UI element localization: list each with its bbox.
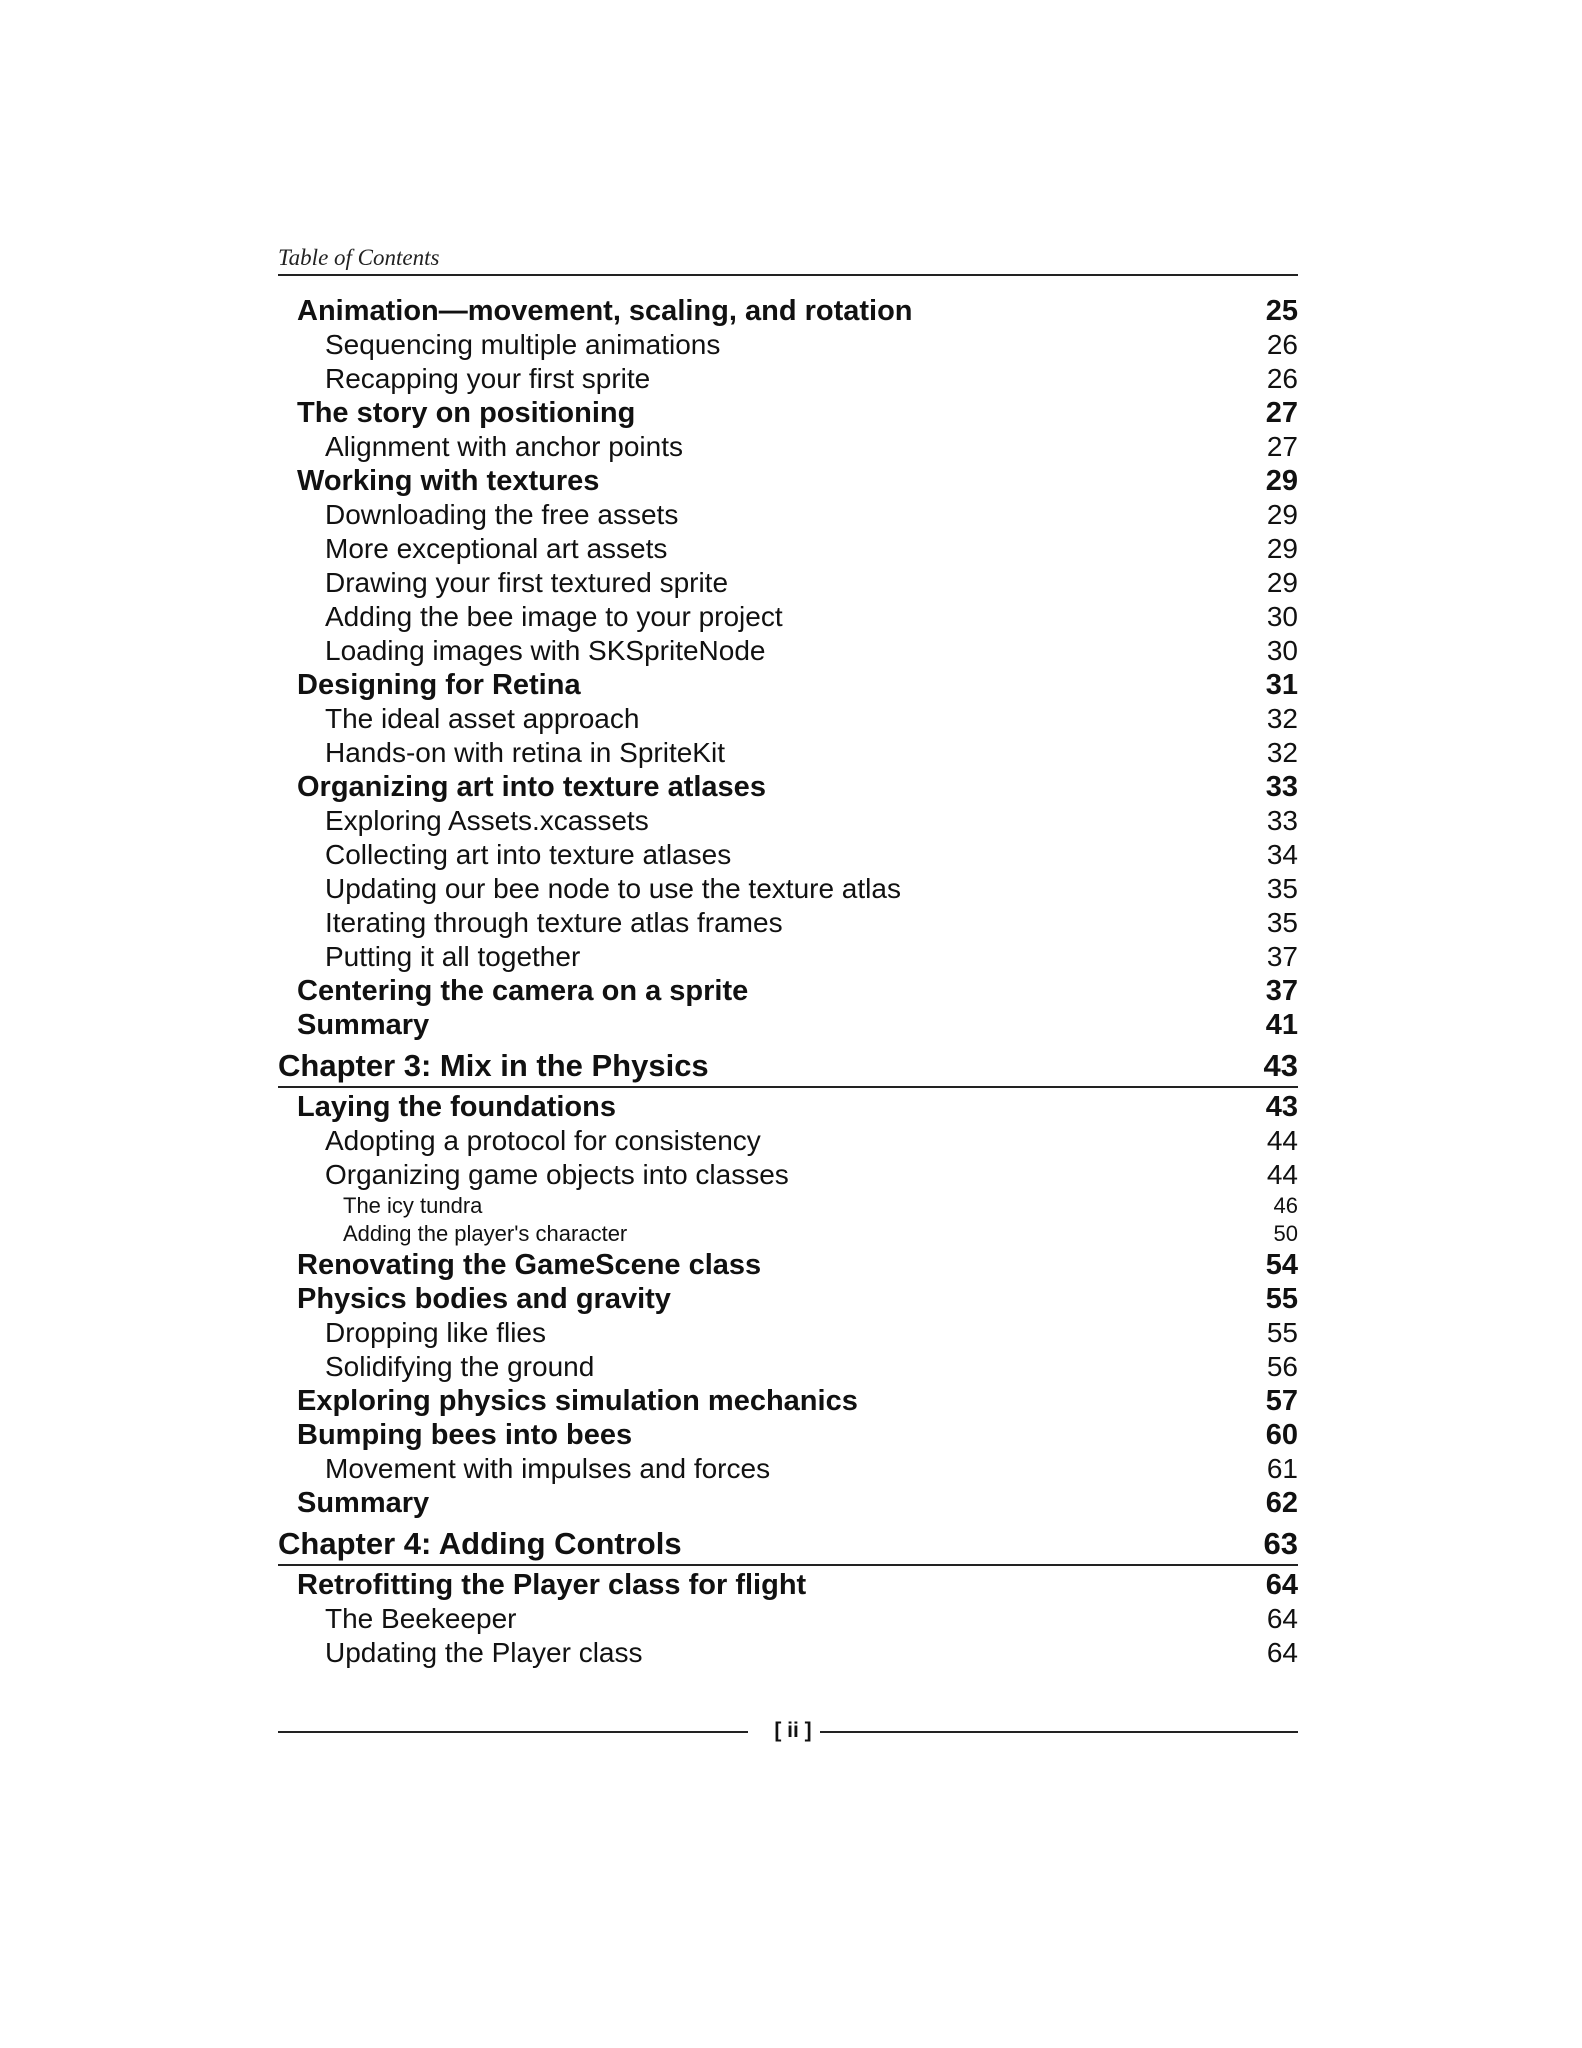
toc-entry-page: 55 (1265, 1283, 1298, 1315)
toc-entry (278, 974, 1298, 1008)
toc-entry-page: 26 (1266, 329, 1298, 360)
toc-entry-page: 37 (1265, 975, 1298, 1007)
toc-entry-page: 34 (1266, 839, 1298, 870)
toc-entry-page: 43 (1265, 1091, 1298, 1123)
toc-entry (278, 1124, 1298, 1158)
toc-entry-title: Working with textures (297, 465, 600, 497)
toc-entry (278, 294, 1298, 328)
toc-entry-page: 32 (1266, 703, 1298, 734)
toc-entry (278, 1316, 1298, 1350)
footer-page-number: [ ii ] (774, 1719, 812, 1742)
toc-entry-title: Retrofitting the Player class for flight (297, 1569, 807, 1601)
toc-entry-title: Exploring Assets.xcassets (325, 805, 649, 836)
toc-entry (278, 1636, 1298, 1670)
toc-entry-title: Organizing game objects into classes (325, 1159, 789, 1190)
toc-entry-title: Collecting art into texture atlases (325, 839, 732, 870)
toc-entry (278, 532, 1298, 566)
toc-entry (278, 1418, 1298, 1452)
toc-entry-title: Adopting a protocol for consistency (325, 1125, 761, 1156)
toc-entry (278, 1384, 1298, 1418)
toc-entry-page: 29 (1266, 567, 1298, 598)
toc-chapter-heading (278, 1046, 1298, 1088)
toc-entry (278, 600, 1298, 634)
toc-entry-page: 27 (1266, 431, 1298, 462)
toc-entry-title: Movement with impulses and forces (325, 1453, 771, 1484)
toc-entry (278, 804, 1298, 838)
toc-entry-page: 29 (1265, 465, 1298, 497)
toc-entry-title: Sequencing multiple animations (325, 329, 721, 360)
toc-entry (278, 1008, 1298, 1042)
toc-entry-page: 29 (1266, 533, 1298, 564)
toc-entry (278, 668, 1298, 702)
toc-entry-page: 37 (1266, 941, 1298, 972)
toc-entry (278, 1192, 1298, 1220)
toc-entry-title: Iterating through texture atlas frames (325, 907, 783, 938)
toc-entry-title: Hands-on with retina in SpriteKit (325, 737, 725, 768)
toc-entry-page: 60 (1265, 1419, 1298, 1451)
toc-entry (278, 1248, 1298, 1282)
toc-entry-title: Updating our bee node to use the texture atlas (325, 873, 901, 904)
toc-entry-page: 44 (1266, 1125, 1298, 1156)
page-footer (278, 1716, 1298, 1746)
toc-entry-page: 62 (1265, 1487, 1298, 1519)
toc-entry (278, 736, 1298, 770)
toc-entry (278, 498, 1298, 532)
toc-entry-page: 27 (1265, 397, 1298, 429)
toc-entry-title: Summary (297, 1009, 430, 1041)
toc-entry-title: The Beekeeper (325, 1603, 517, 1634)
toc-entry (278, 940, 1298, 974)
toc-entry (278, 702, 1298, 736)
toc-entry-title: Alignment with anchor points (325, 431, 683, 462)
toc-entry (278, 1486, 1298, 1520)
toc-entry-page: 55 (1266, 1317, 1298, 1348)
toc-entry (278, 770, 1298, 804)
toc-entry-title: Drawing your first textured sprite (325, 567, 729, 598)
toc-entry-page: 25 (1265, 295, 1298, 327)
toc-entry-page: 64 (1266, 1637, 1298, 1668)
toc-entry-title: Renovating the GameScene class (297, 1249, 762, 1281)
toc-entry (278, 362, 1298, 396)
toc-entry-page: 54 (1265, 1249, 1298, 1281)
toc-entry-page: 46 (1273, 1193, 1298, 1218)
toc-entry-page: 33 (1266, 805, 1298, 836)
toc-entry-title: Designing for Retina (297, 669, 581, 701)
toc-entry (278, 1090, 1298, 1124)
toc-entry-page: 56 (1266, 1351, 1298, 1382)
toc-entry (278, 566, 1298, 600)
toc-entry-page: 41 (1265, 1009, 1298, 1041)
toc-entry-page: 64 (1266, 1603, 1298, 1634)
toc-entry (278, 838, 1298, 872)
toc-entry-title: Physics bodies and gravity (297, 1283, 671, 1315)
toc-entry-title: Loading images with SKSpriteNode (325, 635, 766, 666)
toc-entry-page: 29 (1266, 499, 1298, 530)
running-header-title: Table of Contents (278, 245, 440, 270)
footer-rule-right (820, 1731, 1298, 1733)
toc-entry-title: Centering the camera on a sprite (297, 975, 749, 1007)
toc-entry-title: Exploring physics simulation mechanics (297, 1385, 858, 1417)
toc-entry-page: 63 (1263, 1526, 1298, 1561)
table-of-contents (278, 294, 1298, 1670)
toc-entry-title: Animation—movement, scaling, and rotation (297, 295, 913, 327)
toc-entry-page: 44 (1266, 1159, 1298, 1190)
toc-entry-page: 32 (1266, 737, 1298, 768)
toc-entry (278, 906, 1298, 940)
toc-entry (278, 396, 1298, 430)
toc-entry (278, 1452, 1298, 1486)
toc-entry-title: Recapping your first sprite (325, 363, 651, 394)
toc-entry (278, 1220, 1298, 1248)
toc-entry-page: 64 (1265, 1569, 1298, 1601)
running-header (278, 244, 1298, 276)
toc-entry (278, 1282, 1298, 1316)
toc-entry-page: 50 (1273, 1221, 1298, 1246)
toc-entry-title: More exceptional art assets (325, 533, 668, 564)
toc-entry (278, 872, 1298, 906)
toc-entry-page: 43 (1263, 1048, 1298, 1083)
footer-rule-left (278, 1731, 748, 1733)
toc-entry (278, 328, 1298, 362)
toc-entry (278, 1350, 1298, 1384)
toc-entry-title: Bumping bees into bees (297, 1419, 633, 1451)
toc-entry-title: The ideal asset approach (325, 703, 640, 734)
toc-entry (278, 464, 1298, 498)
toc-entry (278, 1568, 1298, 1602)
toc-entry-title: Chapter 4: Adding Controls (278, 1526, 682, 1561)
toc-entry-page: 33 (1265, 771, 1298, 803)
toc-entry-page: 30 (1266, 601, 1298, 632)
toc-entry-title: Laying the foundations (297, 1091, 616, 1123)
toc-entry-title: The icy tundra (343, 1193, 483, 1218)
toc-entry-page: 30 (1266, 635, 1298, 666)
toc-entry-page: 57 (1265, 1385, 1298, 1417)
toc-entry-title: Putting it all together (325, 941, 581, 972)
toc-entry-title: Solidifying the ground (325, 1351, 595, 1382)
toc-entry-title: Adding the bee image to your project (325, 601, 783, 632)
toc-entry-title: Organizing art into texture atlases (297, 771, 766, 803)
toc-entry-title: Summary (297, 1487, 430, 1519)
toc-entry-title: Updating the Player class (325, 1637, 643, 1668)
toc-entry-page: 31 (1265, 669, 1298, 701)
toc-entry-title: Chapter 3: Mix in the Physics (278, 1048, 709, 1083)
toc-entry-page: 61 (1266, 1453, 1298, 1484)
toc-entry-page: 35 (1266, 873, 1298, 904)
toc-entry-title: Downloading the free assets (325, 499, 679, 530)
toc-entry (278, 430, 1298, 464)
toc-entry-title: Dropping like flies (325, 1317, 546, 1348)
toc-entry (278, 634, 1298, 668)
toc-entry (278, 1602, 1298, 1636)
toc-entry-page: 26 (1266, 363, 1298, 394)
toc-entry-title: The story on positioning (297, 397, 636, 429)
toc-chapter-heading (278, 1524, 1298, 1566)
toc-entry-title: Adding the player's character (343, 1221, 628, 1246)
toc-entry-page: 35 (1266, 907, 1298, 938)
toc-entry (278, 1158, 1298, 1192)
